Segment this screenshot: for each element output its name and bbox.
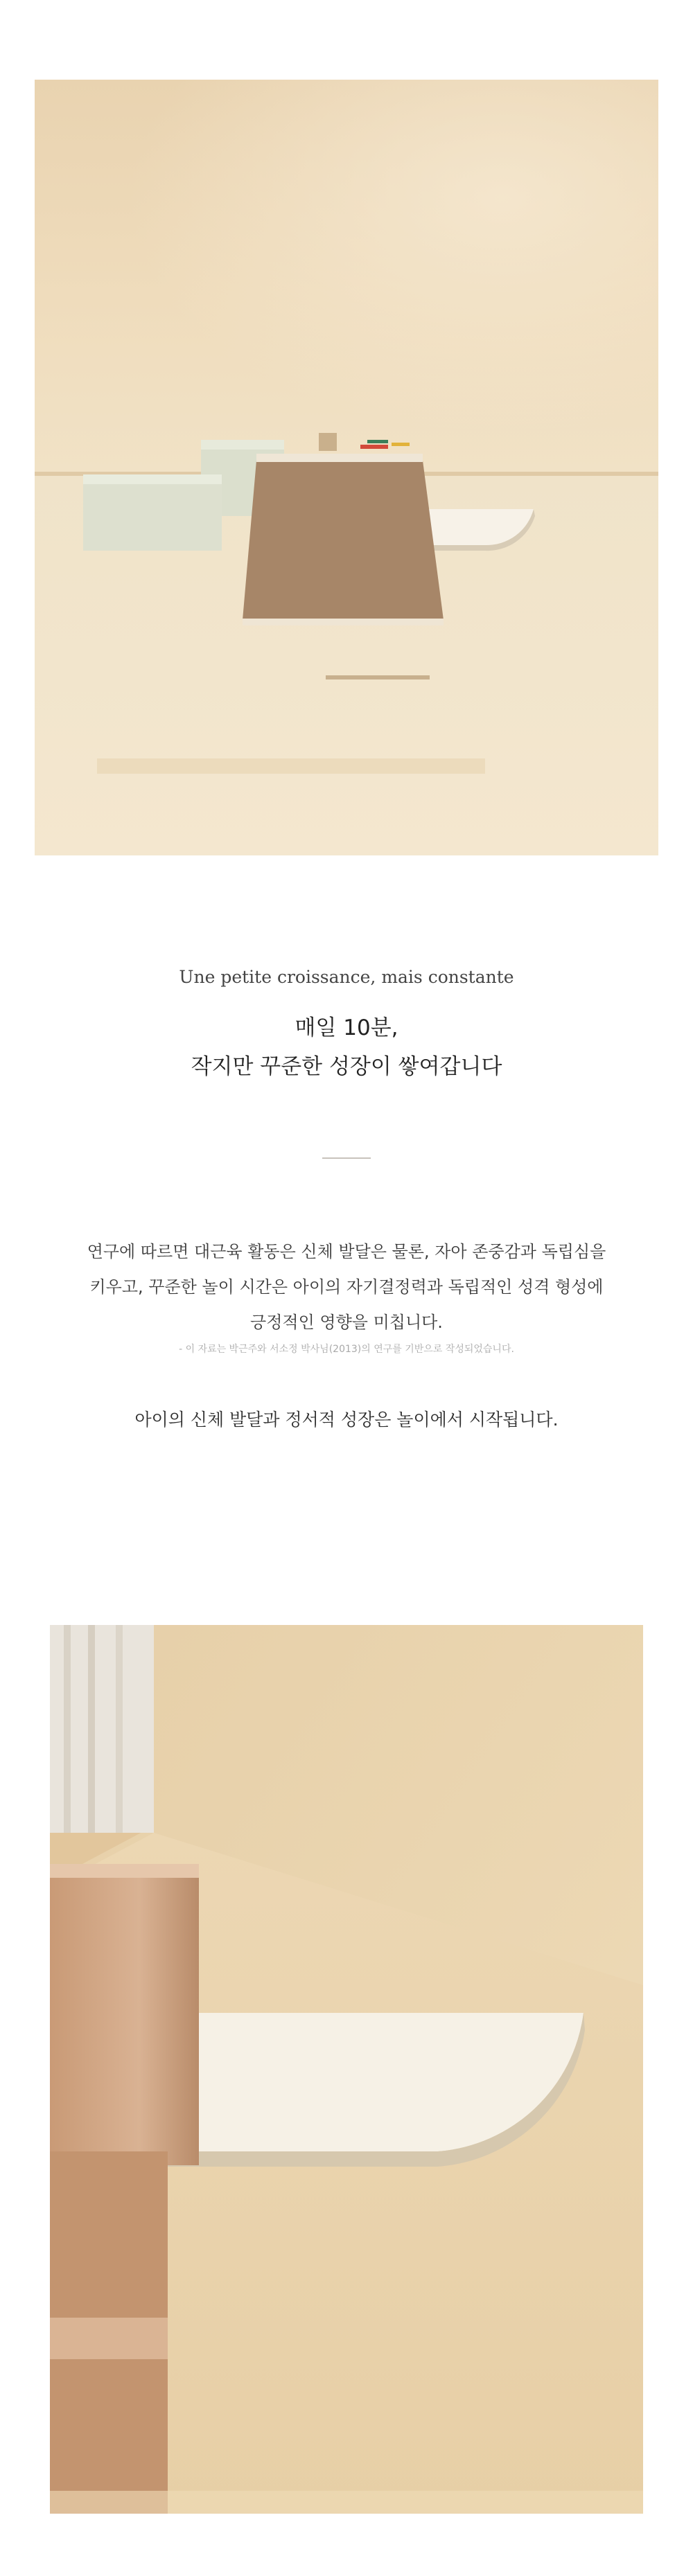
research-footnote: - 이 자료는 박근주와 서소정 박사님(2013)의 연구를 기반으로 작성되었습니다.: [179, 1344, 514, 1355]
headline-line-1: 매일 10분,: [295, 1015, 398, 1040]
body-text-line-3: 긍정적인 영향을 미칩니다.: [250, 1313, 443, 1332]
body-text-line-2: 키우고, 꾸준한 놀이 시간은 아이의 자기결정력과 독립적인 성격 형성에: [89, 1277, 604, 1297]
intro-subtitle: Une petite croissance, mais constante: [179, 967, 514, 987]
closing-statement: 아이의 신체 발달과 정서적 성장은 놀이에서 시작됩니다.: [134, 1410, 559, 1430]
product-photo-playset: [35, 80, 658, 855]
headline-line-2: 작지만 꾸준한 성장이 쌓여갑니다: [191, 1054, 502, 1079]
section-divider: [322, 1157, 371, 1159]
body-text-line-1: 연구에 따르면 대근육 활동은 신체 발달은 물론, 자아 존중감과 독립심을: [87, 1242, 606, 1261]
product-photo-closeup: [50, 1625, 643, 2514]
